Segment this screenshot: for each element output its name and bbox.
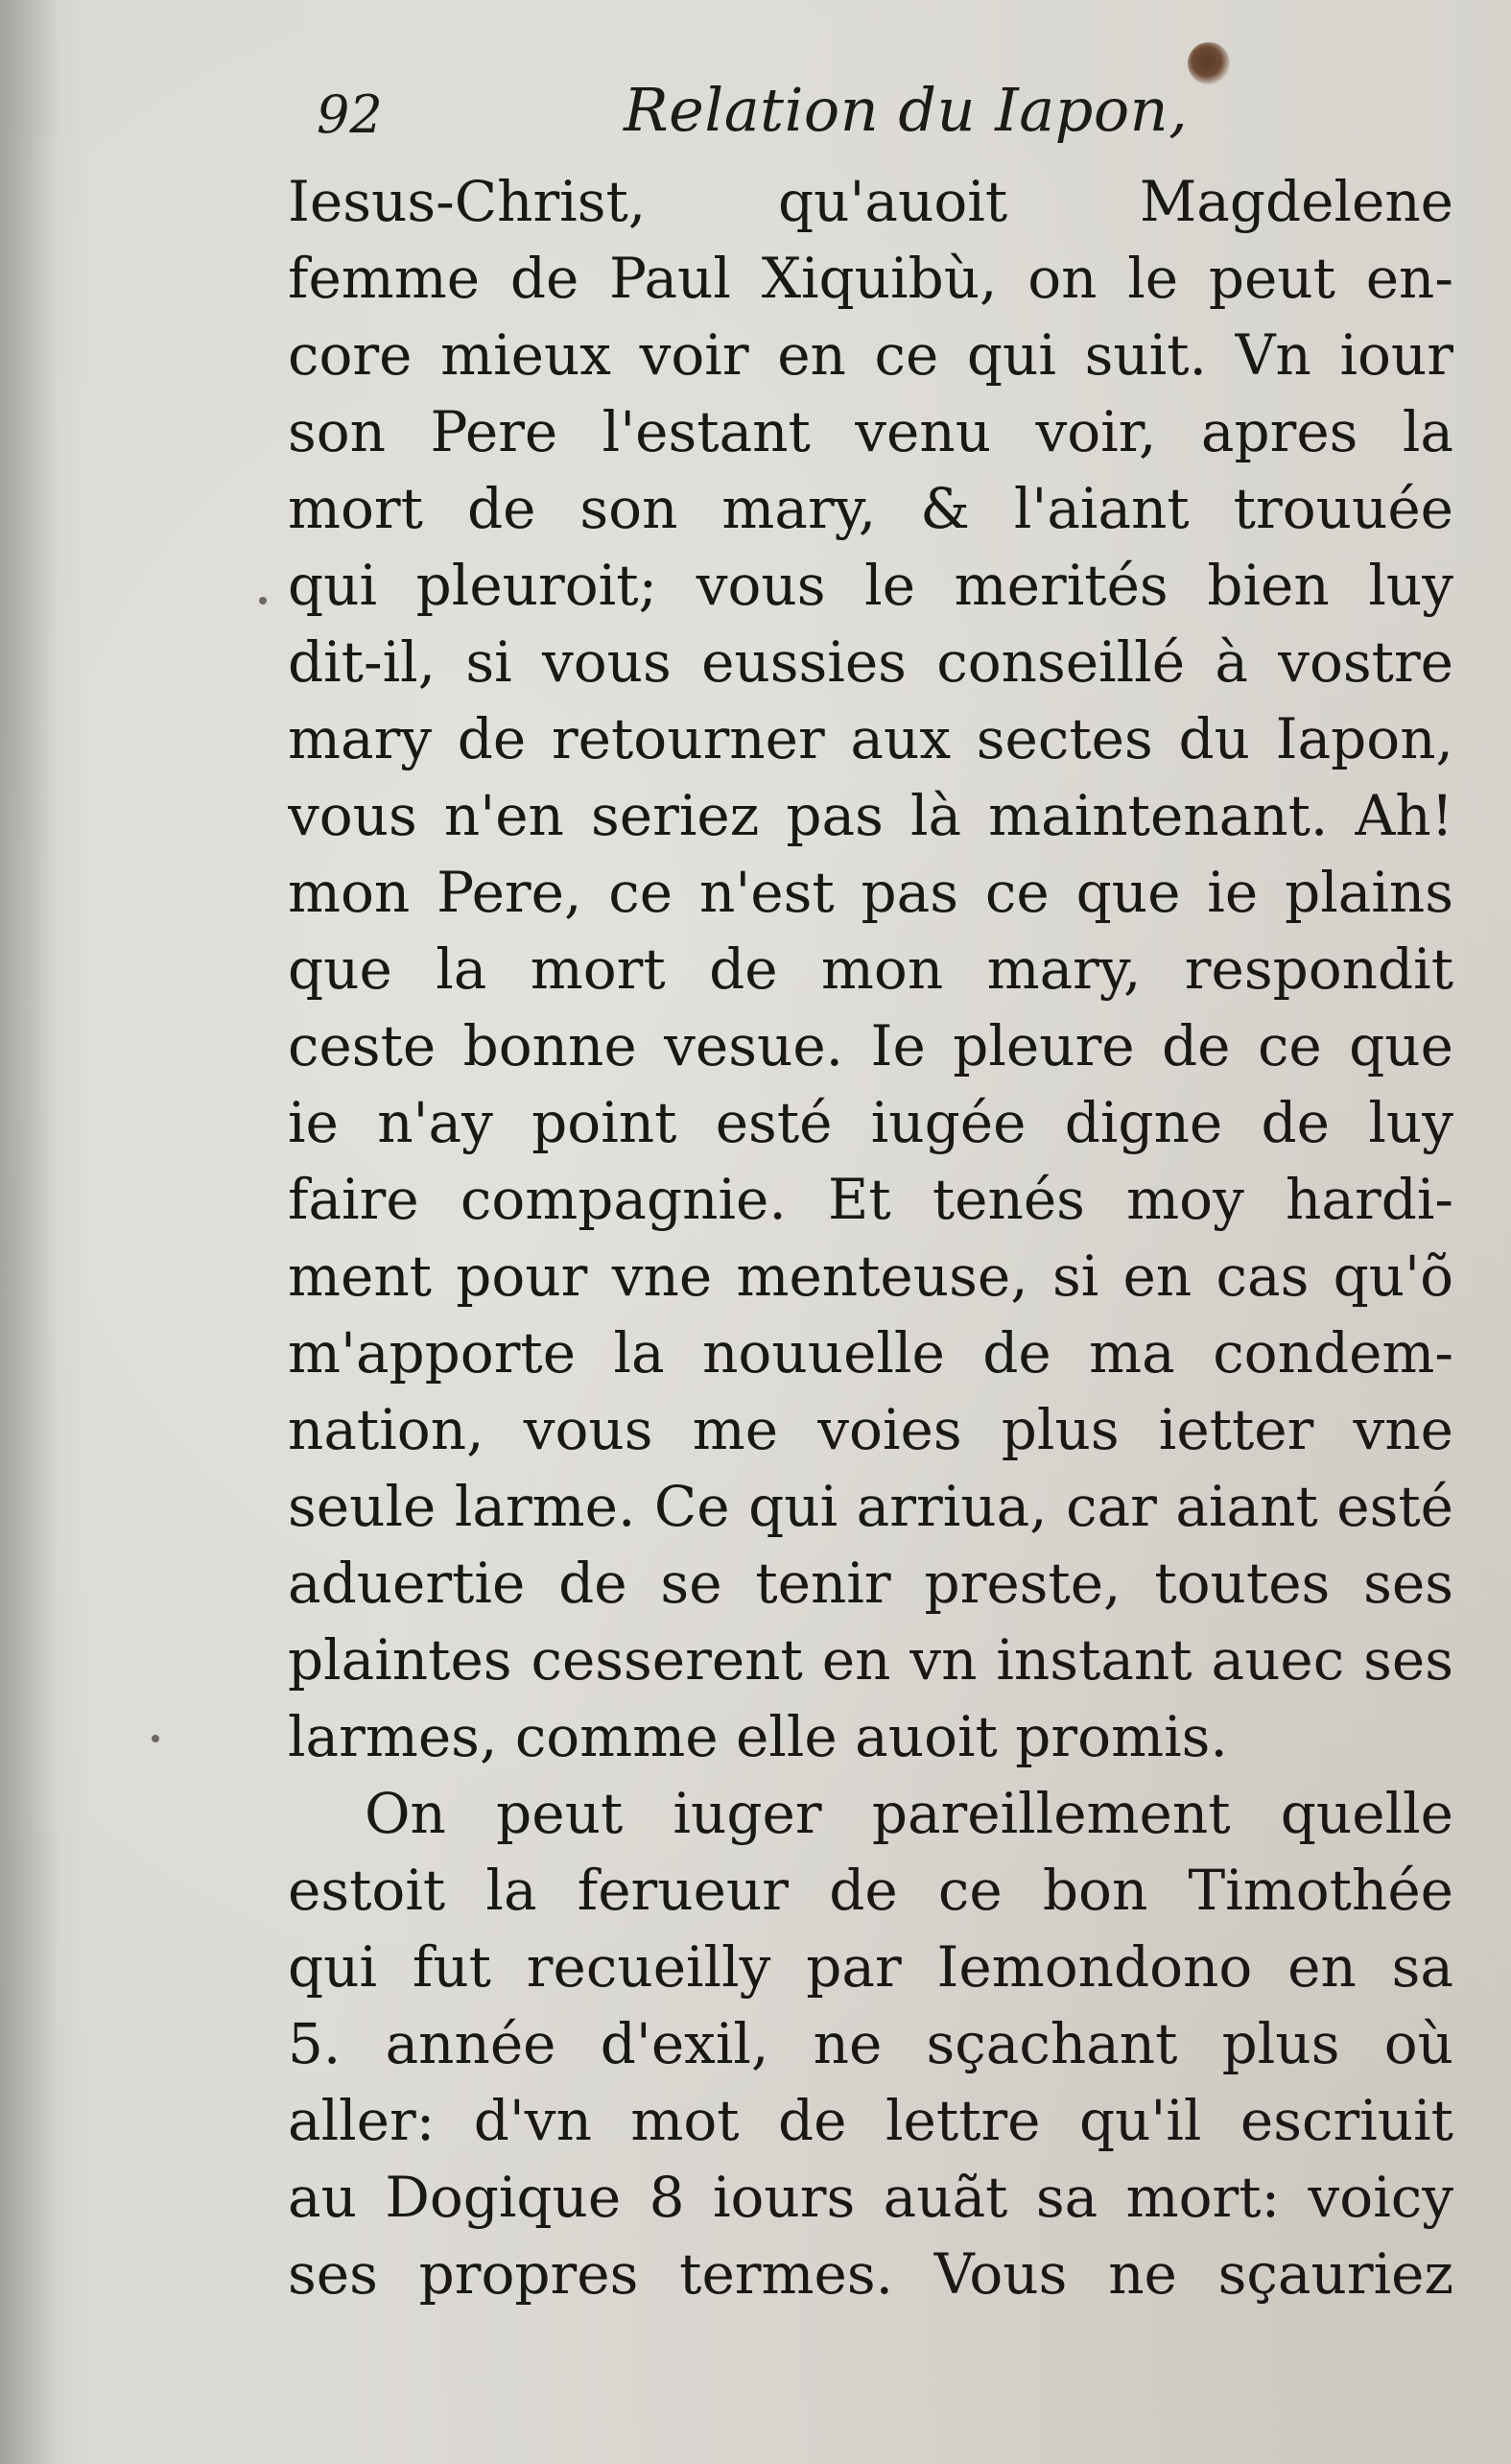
- text-line: aller: d'vn mot de lettre qu'il escriuit: [288, 2088, 1453, 2153]
- text-line: faire compagnie. Et tenés moy hardi-: [288, 1167, 1453, 1232]
- text-line: au Dogique 8 iours auãt sa mort: voicy: [288, 2165, 1453, 2230]
- paper-speck: [152, 1735, 159, 1742]
- text-line: vous n'en seriez pas là maintenant. Ah!: [288, 783, 1453, 848]
- text-line: estoit la ferueur de ce bon Timothée: [288, 1858, 1453, 1923]
- text-line: ses propres termes. Vous ne sçauriez: [288, 2241, 1453, 2307]
- text-line: seule larme. Ce qui arriua, car aiant esté: [288, 1474, 1453, 1539]
- body-text: [288, 163, 1453, 2312]
- text-line: que la mort de mon mary, respondit: [288, 936, 1453, 1002]
- text-line: nation, vous me voies plus ietter vne: [288, 1397, 1453, 1462]
- text-line: mort de son mary, & l'aiant trouuée: [288, 476, 1453, 541]
- text-line: 5. année d'exil, ne sçachant plus où: [288, 2011, 1453, 2076]
- page-header: [317, 75, 1228, 161]
- text-line: ceste bonne vesue. Ie pleure de ce que: [288, 1013, 1453, 1078]
- paragraph-start-line: On peut iuger pareillement quelle: [365, 1781, 1453, 1846]
- text-line: Iesus-Christ, qu'auoit Magdelene: [288, 169, 1453, 234]
- running-title: Relation du Iapon,: [624, 75, 1189, 145]
- text-line: qui pleuroit; vous le merités bien luy: [288, 553, 1453, 618]
- page-number: 92: [317, 84, 383, 145]
- text-line: core mieux voir en ce qui suit. Vn iour: [288, 322, 1453, 388]
- text-line: aduertie de se tenir preste, toutes ses: [288, 1551, 1453, 1616]
- text-line: mon Pere, ce n'est pas ce que ie plains: [288, 860, 1453, 925]
- text-line: son Pere l'estant venu voir, apres la: [288, 399, 1453, 464]
- text-line: ie n'ay point esté iugée digne de luy: [288, 1090, 1453, 1155]
- binding-shadow: [0, 0, 58, 2464]
- text-line: femme de Paul Xiquibù, on le peut en-: [288, 246, 1453, 311]
- text-line: dit-il, si vous eussies conseillé à vostre: [288, 629, 1453, 695]
- text-line: m'apporte la nouuelle de ma condem-: [288, 1320, 1453, 1386]
- text-line: mary de retourner aux sectes du Iapon,: [288, 706, 1453, 771]
- text-line: qui fut recueilly par Iemondono en sa: [288, 1934, 1453, 2000]
- paragraph-end-line: larmes, comme elle auoit promis.: [288, 1704, 1228, 1769]
- paper-speck: [259, 597, 267, 604]
- text-line: plaintes cesserent en vn instant auec ses: [288, 1627, 1453, 1693]
- text-line: ment pour vne menteuse, si en cas qu'õ: [288, 1244, 1453, 1309]
